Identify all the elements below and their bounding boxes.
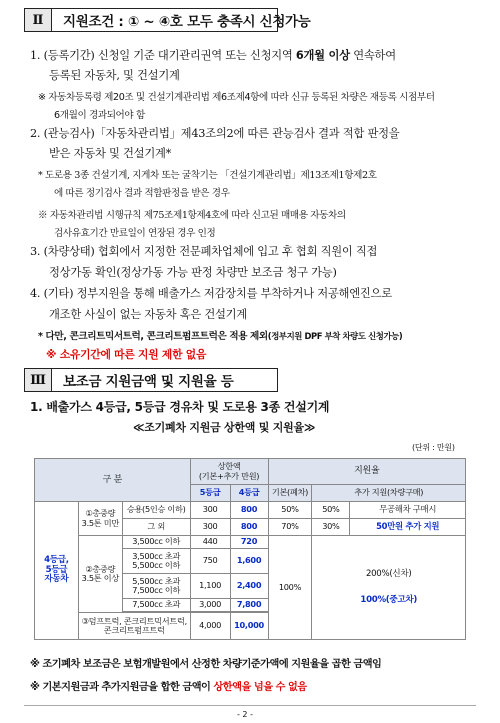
subsidy-table [34,458,466,640]
r2b-sub1: 3,500cc 초과 [132,550,181,561]
r1a-extra: 50% [312,502,350,519]
page-number: - 2 - [237,710,253,719]
r3-category: ③덤프트럭, 콘크리트믹서트럭, 콘크리트펌프트럭 [78,613,190,640]
footnote-2-main: ※ 기본지원금과 추가지원금을 합한 금액이 [30,682,214,693]
section-2-number: Ⅱ [25,9,52,31]
cond4-note1-paren: (정부지원 DPF 부착 차량도 신청가능) [267,331,403,341]
r2a-g4: 720 [230,536,268,549]
r2c-g4: 2,400 [230,574,268,599]
r2-basic: 100% [268,536,312,640]
r2d-g5: 3,000 [190,599,230,612]
header-limit [190,459,268,485]
item1-heading: 1. 배출가스 4등급, 5등급 경유차 및 도로용 3종 건설기계 [30,400,330,414]
header-limit-sub: (기본+추가 만원) [198,470,260,481]
r2a-g5: 440 [190,536,230,549]
cond3-line2: 정상가동 확인(정상가동 가능 판정 차량만 보조금 청구 가능) [49,266,337,279]
r1a-sub: 승용(5인승 이하) [122,502,190,519]
table-title: ≪조기폐차 지원금 상한액 및 지원율≫ [133,421,316,434]
header-rate: 지원율 [268,459,466,485]
section-2-header [24,8,311,32]
r2c-sub1: 5,500cc 초과 [132,575,181,586]
header-extra: 추가 지원(차량구매) [312,485,466,502]
cond2-line2: 받은 자동차 및 건설기계* [49,147,172,160]
section-3-title: 보조금 지원금액 및 지원율 등 [63,374,234,390]
r1b-note: 50만원 추가 지원 [350,519,466,536]
cond2-note2b: 검사유효기간 만료일이 연장된 경우 인정 [54,228,216,239]
r1b-g5: 300 [190,519,230,536]
r2-category: ②총중량 3.5톤 이상 [78,536,122,613]
r2c-sub [122,574,190,599]
cond2-line1: 2. (관능검사)「자동차관리법」제43조의2에 따른 관능검사 결과 적합 판정을 [30,127,400,140]
section-2-title: 지원조건 : ① ~ ④호 모두 충족시 신청가능 [63,14,311,30]
footnote-1: ※ 조기폐차 보조금은 보험개발원에서 산정한 차량기준가액에 지원율을 곱한 금액임 [30,659,382,670]
r1b-sub: 그 외 [122,519,190,536]
cond4-note1-main: * 다만, 콘크리트믹서트럭, 콘크리트펌프트럭은 적용 제외 [38,331,268,342]
r2-extra [312,536,466,640]
cond1-note2: 6개월이 경과되어야 함 [54,110,145,121]
header-category: 구 분 [35,459,191,502]
cond1-line2: 등록된 자동차, 및 건설기계 [49,69,180,82]
cond1-text-a: 1. (등록기간) 신청일 기준 대기관리권역 또는 신청지역 [30,49,296,62]
header-basic: 기본(폐차) [268,485,312,502]
r1a-note: 무공해차 구매시 [350,502,466,519]
r2-extra-used: 100%(중고차) [360,594,418,605]
cond1-note1: ※ 자동차등록령 제20조 및 건설기계관리법 제6조제4항에 따라 신규 등록된 차량은 재등록 시점부터 [38,92,435,103]
cond1-line1 [30,47,396,63]
r1a-g4: 800 [230,502,268,519]
r1b-basic: 70% [268,519,312,536]
cond2-note2a: ※ 자동차관리법 시행규칙 제75조제1항제4호에 따라 신고된 매매용 자동차의 [38,210,346,221]
cond4-note1 [38,328,402,342]
r2a-sub: 3,500cc 이하 [122,536,190,549]
cond2-note1a: * 도로용 3종 건설기계, 지게차 또는 굴착기는 「건설기계관리법」제13조제1항제2호 [38,170,377,181]
r3-g4: 10,000 [230,613,268,640]
cond4-note2: ※ 소유기간에 따른 지원 제한 없음 [46,348,207,361]
r2-extra-new: 200%(신차) [365,568,412,579]
cond4-line1: 4. (기타) 정부지원을 통해 배출가스 저감장치를 부착하거나 저공해엔진으로 [30,287,392,300]
header-limit-label: 상한액 [217,461,241,472]
section-3-header [24,368,278,392]
r1-category: ①총중량 3.5톤 미만 [78,502,122,536]
r1b-g4: 800 [230,519,268,536]
cond3-line1: 3. (차량상태) 협회에서 지정한 전문폐차업체에 입고 후 협회 직원이 직접 [30,245,378,258]
row-group-label: 4등급, 5등급 자동차 [35,502,79,640]
r2b-sub [122,549,190,574]
header-grade4: 4등급 [230,485,268,502]
cond1-text-c: 연속하여 [349,49,396,62]
r2b-g4: 1,600 [230,549,268,574]
r3-g5: 4,000 [190,613,230,640]
cond1-highlight: 6개월 이상 [295,49,350,62]
footnote-2 [30,678,307,693]
cond4-line2: 개조한 사실이 없는 자동차 혹은 건설기계 [49,308,247,321]
bottom-rule [24,705,476,706]
cond2-note1b: 에 따른 정기검사 결과 적합판정을 받은 경우 [54,188,230,199]
r1a-g5: 300 [190,502,230,519]
r2c-sub2: 7,500cc 이하 [132,585,181,595]
r2d-g4: 7,800 [230,599,268,612]
header-grade5: 5등급 [190,485,230,502]
r1b-extra: 30% [312,519,350,536]
section-3-number: Ⅲ [25,369,52,391]
r2c-g5: 1,100 [190,574,230,599]
footnote-2-highlight: 상한액을 넘을 수 없음 [213,682,307,693]
r2d-sub: 7,500cc 초과 [122,599,190,612]
table-unit: (단위 : 만원) [412,443,455,452]
r2b-g5: 750 [190,549,230,574]
r1a-basic: 50% [268,502,312,519]
r2b-sub2: 5,500cc 이하 [132,560,181,570]
